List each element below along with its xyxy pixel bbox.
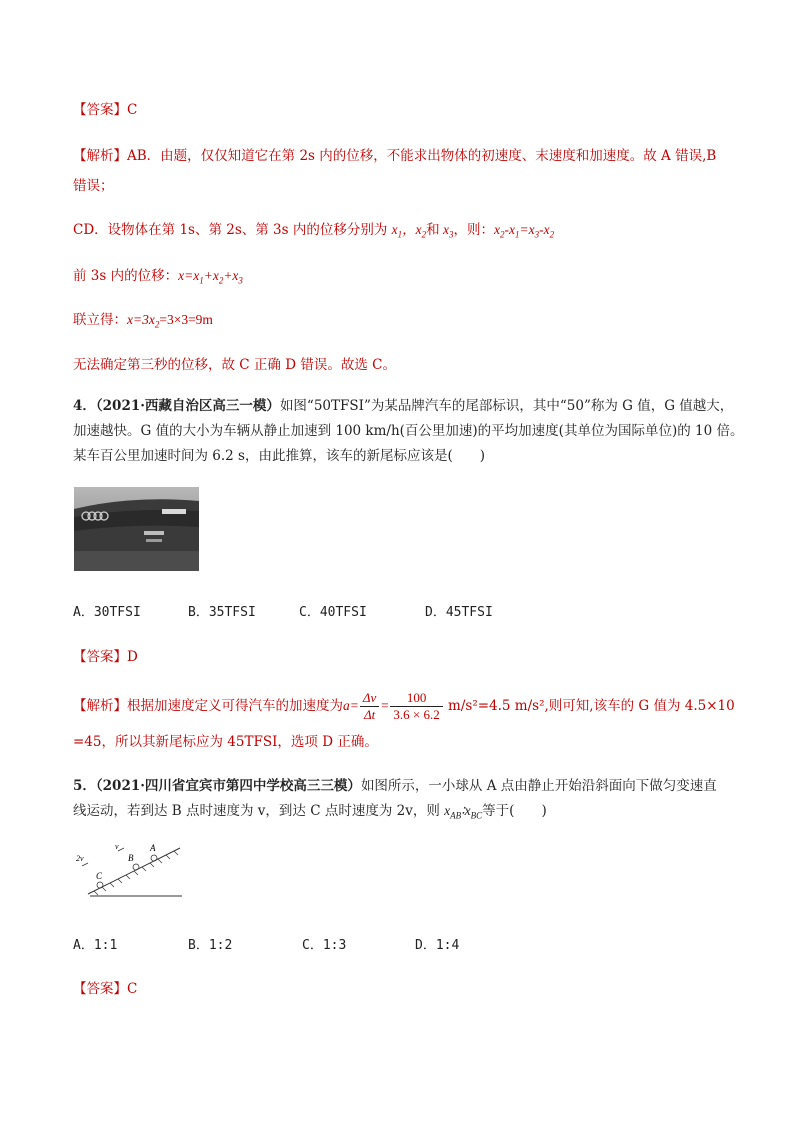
answer-value: D <box>127 649 138 665</box>
answer-q3 <box>73 100 137 120</box>
option-c[interactable]: C．1:3 <box>302 938 347 953</box>
answer-label: 【答案】 <box>73 649 127 665</box>
analysis-q4-line2: =45，所以其新尾标应为 45TFSI，选项 D 正确。 <box>73 734 378 750</box>
equation: $x=3x_2=3\times 3=9m$ <box>127 312 213 330</box>
label-b: B <box>128 853 134 863</box>
analysis-q3-line3: CD．设物体在第 1s、第 2s、第 3s 内的位移分别为 $x_1$，$x_2$和 $x_3$，则：$x_2-x_1=x_3-x_2$ <box>73 222 555 240</box>
options-q4 <box>73 602 493 623</box>
equation: $x_{AB}∶x_{BC}$ <box>444 803 483 821</box>
analysis-q3-line6: 无法确定第三秒的位移，故 C 正确 D 错误。故选 C。 <box>73 357 396 373</box>
label-v: v <box>115 842 119 851</box>
question-source: （2021·四川省宜宾市第四中学校高三三模） <box>95 778 361 794</box>
analysis-label: 【解析】 <box>73 148 127 164</box>
analysis-label: 【解析】 <box>73 698 127 714</box>
question-source: （2021·西藏自治区高三一模） <box>95 398 280 414</box>
analysis-q3-line5: 联立得：$x=3x_2=3\times 3=9m$ <box>73 312 213 330</box>
equation: $x_1$，$x_2$和 $x_3$ <box>391 222 454 240</box>
car-rear-photo <box>74 487 199 571</box>
question-5-line1: 5．（2021·四川省宜宾市第四中学校高三三模）如图所示，一小球从 A 点由静止开始沿斜面向下做匀变速直 <box>73 778 717 794</box>
answer-label: 【答案】 <box>73 981 127 997</box>
question-4-line2: 加速越快。G 值的大小为车辆从静止加速到 100 km/h(百公里加速)的平均加速度(其单位为国际单位)的 10 倍。 <box>73 423 744 439</box>
option-d[interactable]: D．45TFSI <box>425 605 493 620</box>
analysis-q3-line2: 错误； <box>73 178 114 194</box>
answer-value: C <box>127 981 138 997</box>
equation: a= $\frac{\Delta v}{\Delta t}$ = $\frac{100}{3.6 \times 6.2}$ <box>343 698 444 713</box>
analysis-q3-line4: 前 3s 内的位移：$x=x_1+x_2+x_3$ <box>73 268 243 286</box>
option-d[interactable]: D．1:4 <box>415 938 460 953</box>
option-b[interactable]: B．35TFSI <box>188 605 256 620</box>
answer-q4 <box>73 647 138 667</box>
equation: $x=x_1+x_2+x_3$ <box>178 268 243 286</box>
velocity-arrow-b <box>118 848 124 851</box>
analysis-q3-line1: 【解析】AB．由题，仅仅知道它在第 2s 内的位移，不能求出物体的初速度、末速度和加速度。故 A 错误,B <box>73 148 717 164</box>
question-5-line2: 线运动，若到达 B 点时速度为 v，到达 C 点时速度为 2v，则 $x_{AB}∶x_{BC}$等于( ) <box>73 803 547 821</box>
answer-value: C <box>127 102 138 118</box>
answer-label: 【答案】 <box>73 102 127 118</box>
label-c: C <box>96 871 103 881</box>
analysis-q4-line1: 【解析】根据加速度定义可得汽车的加速度为a= $\frac{\Delta v}{\Delta t}$ = $\frac{100}{3.6 \times 6.2}$ m/s²=4.5 m/s²,则可知,该车的 G 值为 4.5×10 <box>73 690 735 723</box>
option-c[interactable]: C．40TFSI <box>299 605 367 620</box>
ball-at-c <box>97 882 103 888</box>
question-4-line1: 4．（2021·西藏自治区高三一模）如图“50TFSI”为某品牌汽车的尾部标识，其中“50”称为 G 值，G 值越大， <box>73 398 734 414</box>
equation: $x_2-x_1=x_3-x_2$ <box>494 222 555 240</box>
ball-at-a <box>151 855 157 861</box>
options-q5 <box>73 935 459 956</box>
answer-q5 <box>73 979 137 999</box>
option-b[interactable]: B．1:2 <box>188 938 233 953</box>
option-a[interactable]: A．1:1 <box>73 938 118 953</box>
label-2v: 2v <box>76 854 84 863</box>
option-a[interactable]: A．30TFSI <box>73 605 141 620</box>
incline-hatching <box>94 851 178 895</box>
question-4-line3: 某车百公里加速时间为 6.2 s，由此推算，该车的新尾标应该是( ) <box>73 448 486 464</box>
velocity-arrow-c <box>82 863 88 866</box>
ball-at-b <box>133 864 139 870</box>
label-a: A <box>150 843 156 853</box>
incline-diagram <box>72 838 192 900</box>
